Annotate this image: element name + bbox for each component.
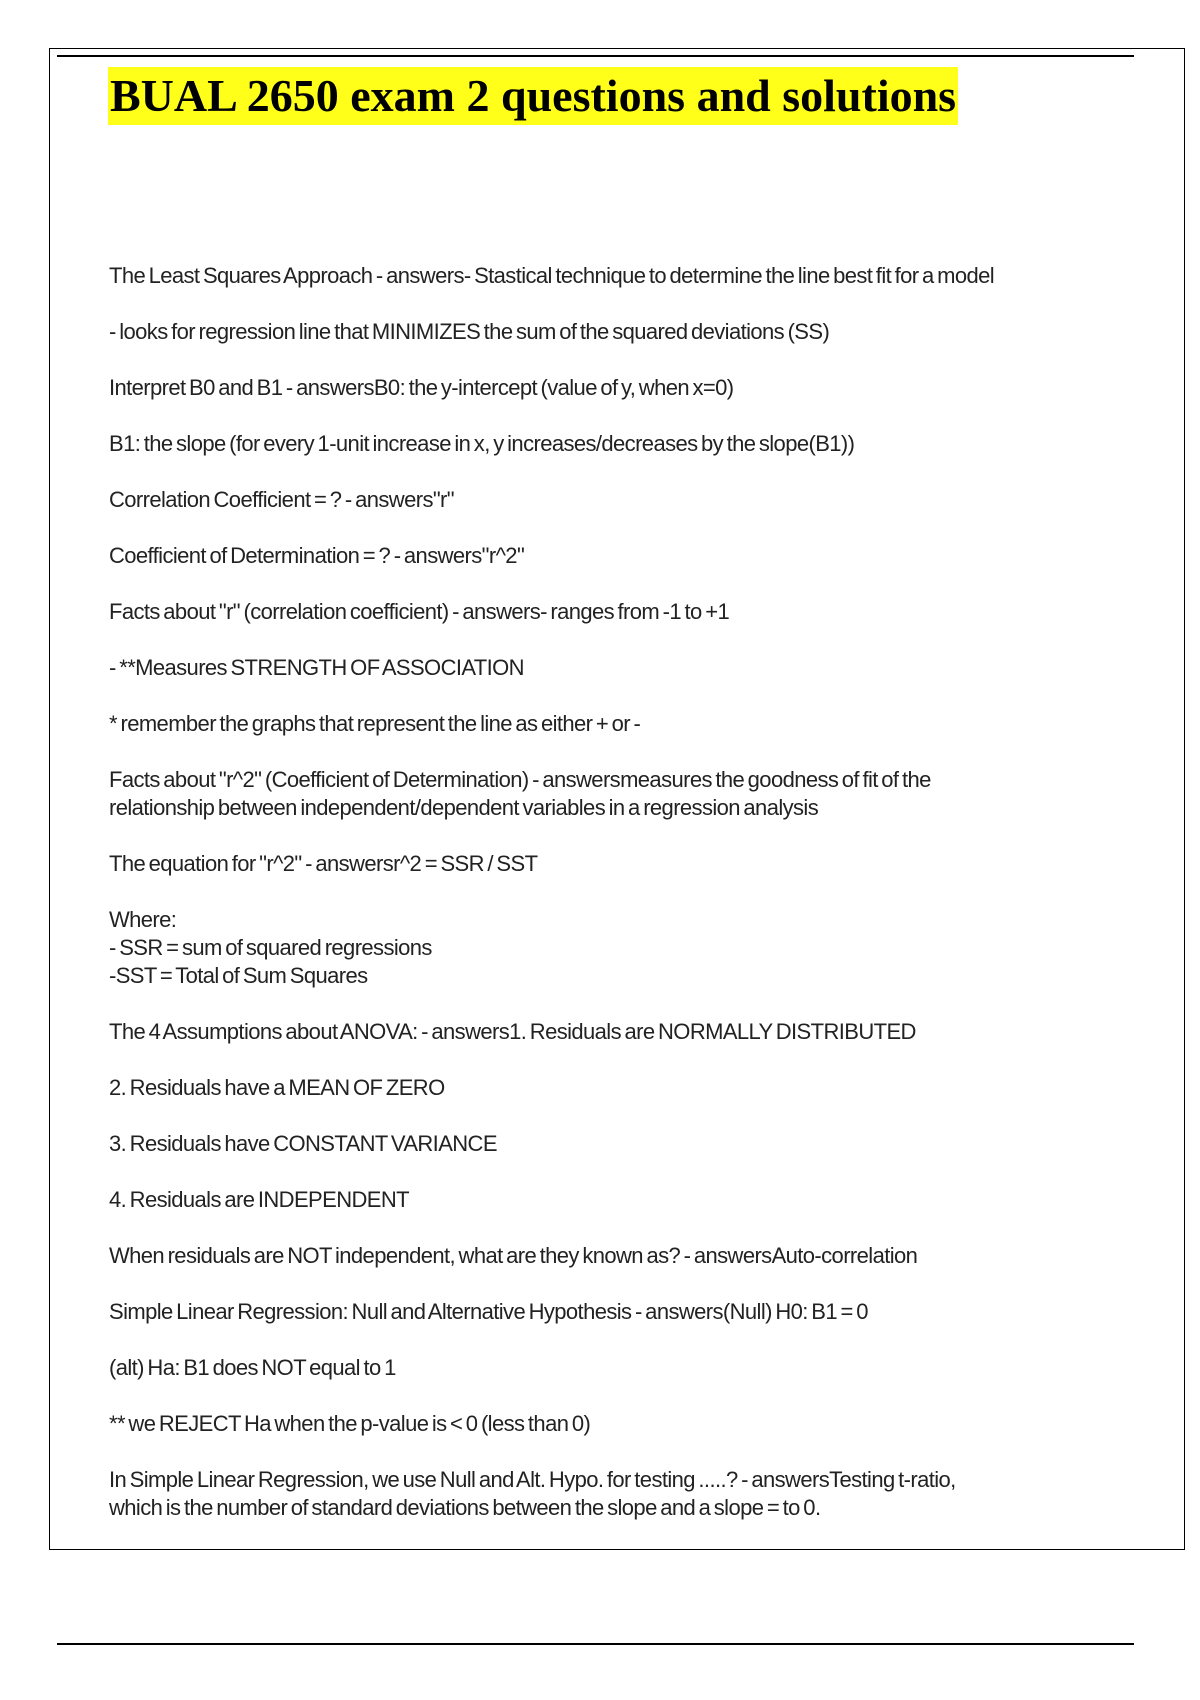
qa-paragraph [109, 710, 1139, 738]
qa-paragraph [109, 486, 1139, 514]
paragraph-line: * remember the graphs that represent the line as either + or - [109, 711, 641, 736]
qa-paragraph [109, 598, 1139, 626]
paragraph-line: The 4 Assumptions about ANOVA: - answers1. Residuals are NORMALLY DISTRIBUTED [109, 1019, 916, 1044]
paragraph-line: -SST = Total of Sum Squares [109, 963, 368, 988]
paragraph-line: Facts about "r^2" (Coefficient of Determination) - answersmeasures the goodness of fit of the [109, 767, 931, 792]
paragraph-line: When residuals are NOT independent, what are they known as? - answersAuto-correlation [109, 1243, 918, 1268]
paragraph-line: - **Measures STRENGTH OF ASSOCIATION [109, 655, 524, 680]
paragraph-line: Facts about "r" (correlation coefficient) - answers- ranges from -1 to +1 [109, 599, 730, 624]
qa-paragraph [109, 1466, 1139, 1522]
qa-paragraph [109, 850, 1139, 878]
paragraph-line: The Least Squares Approach - answers- Stastical technique to determine the line best fit for a model [109, 263, 995, 288]
paragraph-line: - looks for regression line that MINIMIZES the sum of the squared deviations (SS) [109, 319, 830, 344]
paragraph-line: Simple Linear Regression: Null and Alternative Hypothesis - answers(Null) H0: B1 = 0 [109, 1299, 868, 1324]
qa-paragraph [109, 1242, 1139, 1270]
paragraph-line: 2. Residuals have a MEAN OF ZERO [109, 1075, 445, 1100]
paragraph-line: which is the number of standard deviations between the slope and a slope = to 0. [109, 1495, 821, 1520]
paragraph-line: Correlation Coefficient = ? - answers"r" [109, 487, 454, 512]
paragraph-line: B1: the slope (for every 1-unit increase in x, y increases/decreases by the slope(B1)) [109, 431, 855, 456]
qa-paragraph [109, 1130, 1139, 1158]
paragraph-line: Interpret B0 and B1 - answersB0: the y-intercept (value of y, when x=0) [109, 375, 734, 400]
bottom-rule [57, 1643, 1134, 1645]
qa-paragraph [109, 1186, 1139, 1214]
qa-paragraph [109, 374, 1139, 402]
paragraph-line: The equation for "r^2" - answersr^2 = SSR / SST [109, 851, 538, 876]
qa-paragraph [109, 654, 1139, 682]
paragraph-line: (alt) Ha: B1 does NOT equal to 1 [109, 1355, 396, 1380]
qa-paragraph [109, 318, 1139, 346]
qa-paragraph [109, 262, 1139, 290]
document-body [109, 262, 1139, 1550]
qa-paragraph [109, 430, 1139, 458]
qa-paragraph [109, 906, 1139, 990]
qa-paragraph [109, 1354, 1139, 1382]
qa-paragraph [109, 1074, 1139, 1102]
document-title: BUAL 2650 exam 2 questions and solutions [108, 67, 958, 125]
qa-paragraph [109, 766, 1139, 822]
qa-paragraph [109, 1018, 1139, 1046]
qa-paragraph [109, 1410, 1139, 1438]
qa-paragraph [109, 542, 1139, 570]
paragraph-line: 4. Residuals are INDEPENDENT [109, 1187, 409, 1212]
paragraph-line: ** we REJECT Ha when the p-value is < 0 (less than 0) [109, 1411, 591, 1436]
paragraph-line: Coefficient of Determination = ? - answers"r^2" [109, 543, 525, 568]
paragraph-line: 3. Residuals have CONSTANT VARIANCE [109, 1131, 497, 1156]
paragraph-line: - SSR = sum of squared regressions [109, 935, 432, 960]
paragraph-line: In Simple Linear Regression, we use Null and Alt. Hypo. for testing .....? - answersTesting t-ratio, [109, 1467, 956, 1492]
paragraph-line: Where: [109, 907, 177, 932]
paragraph-line: relationship between independent/dependent variables in a regression analysis [109, 795, 819, 820]
qa-paragraph [109, 1298, 1139, 1326]
